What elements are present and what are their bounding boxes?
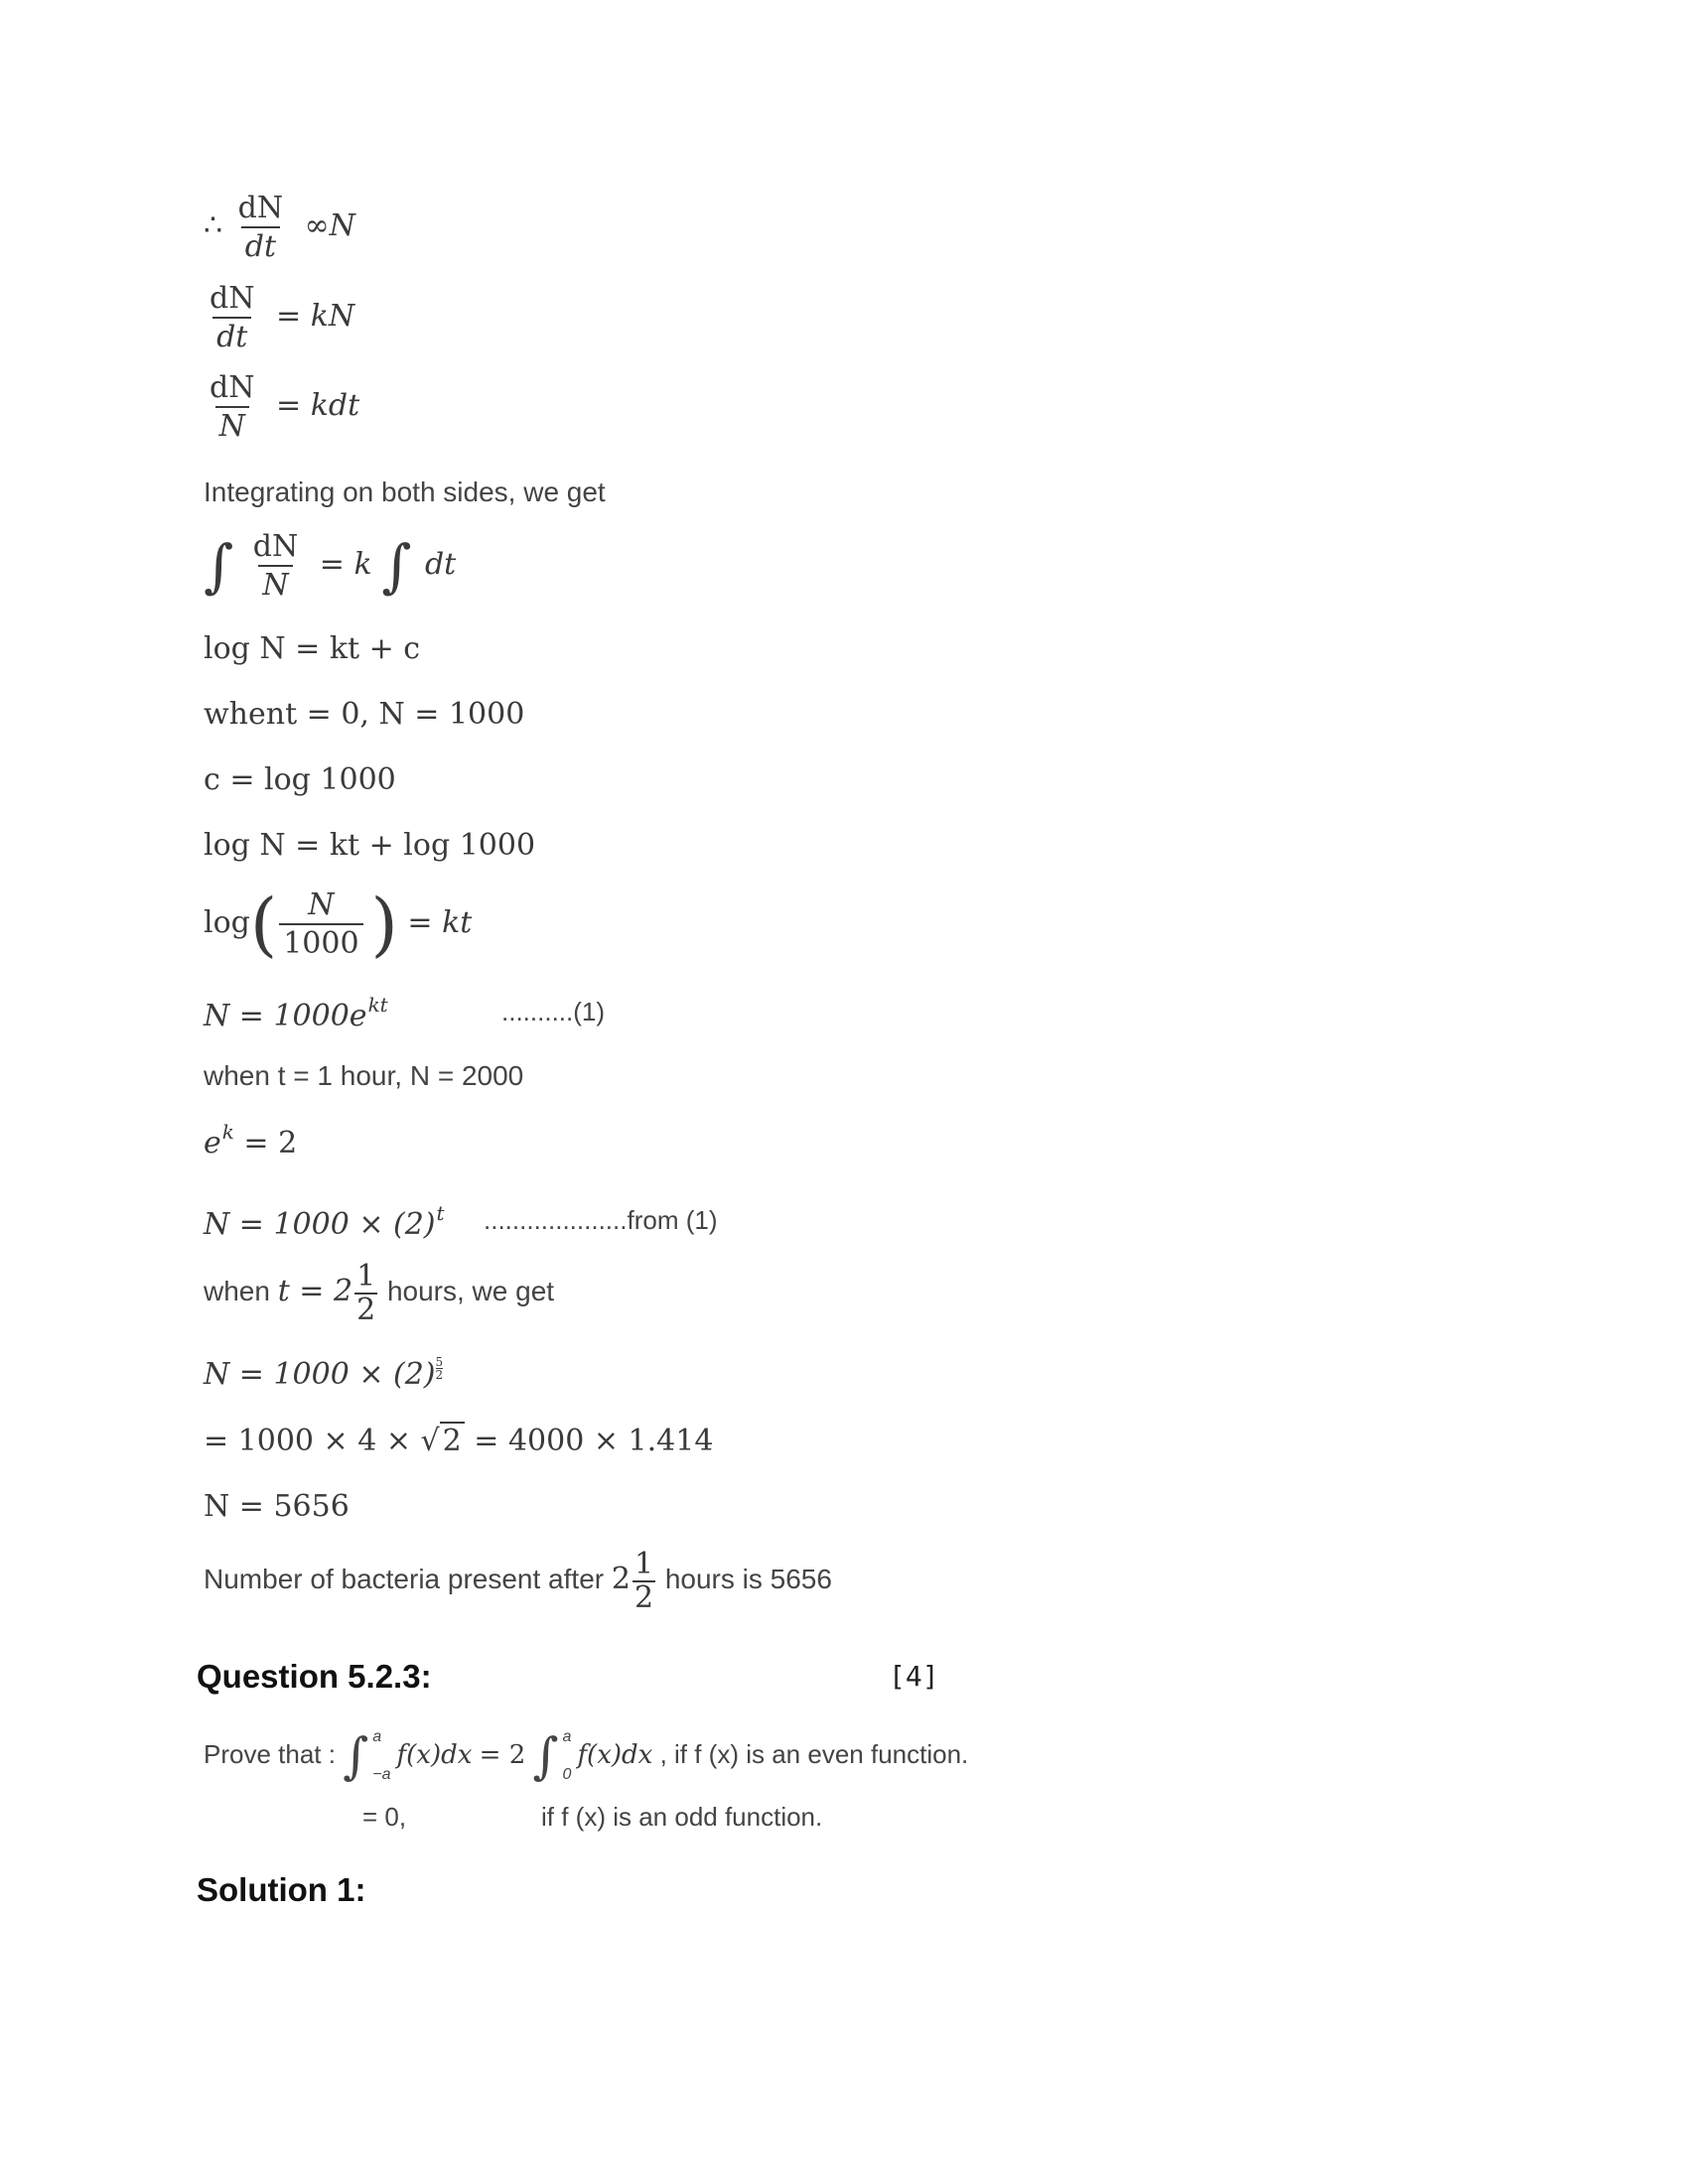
eq-proportional: ∴ $\frac{dN}{dt}$ ∞N [204,191,355,264]
text-when-t1: when t = 1 hour, N = 2000 [204,1060,524,1091]
eq-result: N = 5656 [204,1489,350,1524]
question-title: Question 5.2.3: [197,1658,432,1695]
eq-ek: $e^k = 2$ [204,1120,298,1160]
eq-integral: ∫ $\frac{dN}{N}$ = k ∫ dt [204,529,457,603]
eq-initial-condition: whent = 0, N = 1000 [204,697,525,732]
text-conclusion: Number of bacteria present after 2 $\frac{1}{2}$ hours is 5656 [204,1547,832,1615]
question-marks: [4] [889,1660,939,1693]
eq-exponential: $N = 1000e^{kt}$ [204,993,388,1033]
eq-n-at-2-half: N = 1000 × (2) $\frac{5}{2}$ [204,1355,444,1392]
fraction: $\frac{N}{1000}$ [279,888,362,960]
fraction: $\frac{dN}{dt}$ [237,191,284,264]
integral-limits: a 0 [562,1728,572,1783]
integral-limits: a −a [372,1728,391,1783]
eq-log-ratio: log( $\frac{N}{1000}$ ) = kt [204,884,473,965]
eq-log-substituted: log N = kt + log 1000 [204,828,536,863]
text-when-t-2-half: when t = 2 $\frac{1}{2}$ hours, we get [204,1259,555,1327]
integral-sign: ∫ [343,1727,369,1785]
fraction: $\frac{dN}{dt}$ [210,281,255,354]
eq-rate-kn: $\frac{dN}{dt}$ = kN [204,282,354,353]
odd-case-condition: if f (x) is an odd function. [541,1802,823,1832]
fraction: $\frac{dN}{N}$ [252,529,299,603]
integral-sign: ∫ [532,1727,559,1785]
odd-case-value: = 0, [362,1802,407,1832]
solution-title: Solution 1: [197,1871,366,1908]
fraction: $\frac{dN}{N}$ [210,370,255,444]
eq-separated: $\frac{dN}{N}$ = kdt [204,371,359,443]
integral-sign: ∫ [381,532,412,600]
eq-evaluation: = 1000 × 4 × √ 2 = 4000 × 1.414 [204,1424,714,1458]
exponent-fraction: $\frac{5}{2}$ [435,1355,444,1382]
eq-ref-1: ..........(1) [501,997,606,1026]
fraction: $\frac{1}{2}$ [356,1259,376,1327]
text-integrating: Integrating on both sides, we get [204,477,606,507]
fraction: $\frac{1}{2}$ [633,1547,654,1615]
eq-log-general: log N = kt + c [204,631,421,666]
eq-doubling: $N = 1000 \times (2)^t$ [204,1201,445,1242]
eq-constant: c = log 1000 [204,762,396,797]
eq-ref-from-1: ....................from (1) [484,1205,718,1235]
prove-statement: Prove that : ∫ a −a f(x)dx = 2 ∫ a 0 f(x)dx , if f (x) is an even function. [204,1727,969,1785]
integral-sign: ∫ [204,532,234,600]
therefore-symbol: ∴ [204,208,223,243]
